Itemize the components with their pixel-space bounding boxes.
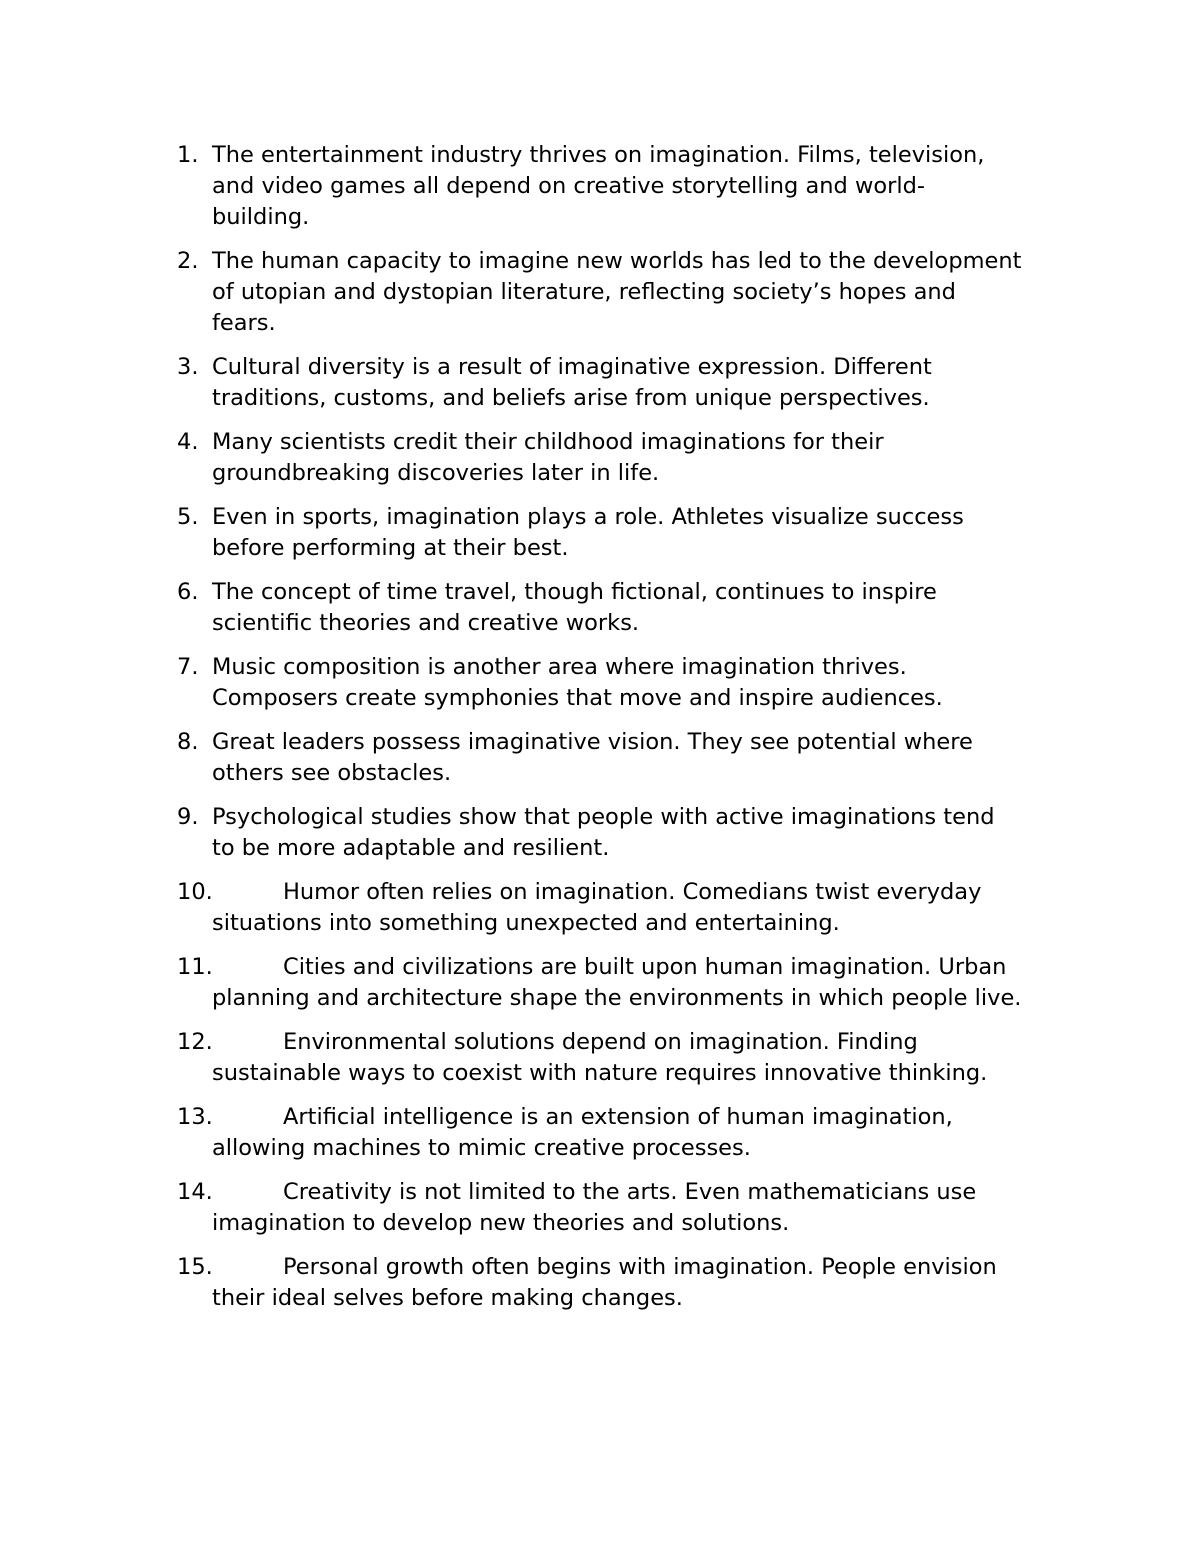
list-item	[0, 1177, 1200, 1239]
list-item-line: Even in sports, imagination plays a role. Athletes visualize success	[212, 504, 964, 530]
list-item-line: their ideal selves before making changes.	[212, 1285, 683, 1311]
list-item	[0, 140, 1200, 233]
list-item-number: 13.	[177, 1104, 213, 1130]
list-item-number: 10.	[177, 879, 213, 905]
list-item-line: traditions, customs, and beliefs arise from unique perspectives.	[212, 385, 930, 411]
list-item-number: 6.	[177, 579, 199, 605]
list-item	[0, 1102, 1200, 1164]
list-item-line: Artificial intelligence is an extension of human imagination,	[283, 1104, 953, 1130]
list-item	[0, 877, 1200, 939]
list-item	[0, 246, 1200, 339]
list-item	[0, 952, 1200, 1014]
list-item-number: 8.	[177, 729, 199, 755]
numbered-list	[0, 140, 1200, 1327]
list-item-number: 1.	[177, 142, 199, 168]
list-item-line: The concept of time travel, though fictional, continues to inspire	[212, 579, 937, 605]
list-item	[0, 1252, 1200, 1314]
list-item-line: and video games all depend on creative storytelling and world-	[212, 173, 926, 199]
list-item-line: Composers create symphonies that move and inspire audiences.	[212, 685, 943, 711]
list-item-line: The entertainment industry thrives on imagination. Films, television,	[212, 142, 985, 168]
list-item-line: imagination to develop new theories and solutions.	[212, 1210, 790, 1236]
list-item-first-line	[212, 877, 1072, 908]
list-item-first-line	[212, 1177, 1072, 1208]
list-item-line: Cities and civilizations are built upon human imagination. Urban	[283, 954, 1007, 980]
list-item	[0, 577, 1200, 639]
list-item-number: 14.	[177, 1179, 213, 1205]
list-item-line: Creativity is not limited to the arts. Even mathematicians use	[283, 1179, 977, 1205]
list-item-line: Environmental solutions depend on imagination. Finding	[283, 1029, 918, 1055]
list-item-first-line	[212, 952, 1072, 983]
list-item-first-line	[212, 1027, 1072, 1058]
list-item	[0, 502, 1200, 564]
list-item	[0, 652, 1200, 714]
list-item	[0, 352, 1200, 414]
list-item-line: planning and architecture shape the environments in which people live.	[212, 985, 1022, 1011]
list-item-line: Many scientists credit their childhood imaginations for their	[212, 429, 884, 455]
list-item-line: The human capacity to imagine new worlds has led to the development	[212, 248, 1022, 274]
list-item-number: 4.	[177, 429, 199, 455]
list-item-number: 7.	[177, 654, 199, 680]
list-item-line: others see obstacles.	[212, 760, 452, 786]
list-item-line: scientific theories and creative works.	[212, 610, 640, 636]
list-item-line: to be more adaptable and resilient.	[212, 835, 610, 861]
list-item-line: of utopian and dystopian literature, reflecting society’s hopes and	[212, 279, 956, 305]
list-item-number: 15.	[177, 1254, 213, 1280]
list-item-line: Great leaders possess imaginative vision. They see potential where	[212, 729, 973, 755]
list-item-number: 9.	[177, 804, 199, 830]
list-item-first-line	[212, 1102, 1072, 1133]
list-item-line: allowing machines to mimic creative processes.	[212, 1135, 751, 1161]
list-item	[0, 802, 1200, 864]
list-item-first-line	[212, 1252, 1072, 1283]
list-item-number: 2.	[177, 248, 199, 274]
list-item-line: Psychological studies show that people with active imaginations tend	[212, 804, 995, 830]
list-item-line: Music composition is another area where imagination thrives.	[212, 654, 907, 680]
list-item-line: building.	[212, 204, 310, 230]
list-item-number: 3.	[177, 354, 199, 380]
list-item-line: Cultural diversity is a result of imaginative expression. Different	[212, 354, 932, 380]
list-item-line: situations into something unexpected and entertaining.	[212, 910, 840, 936]
list-item-number: 12.	[177, 1029, 213, 1055]
list-item-line: Humor often relies on imagination. Comedians twist everyday	[283, 879, 982, 905]
list-item-number: 5.	[177, 504, 199, 530]
list-item-number: 11.	[177, 954, 213, 980]
list-item	[0, 427, 1200, 489]
list-item-line: sustainable ways to coexist with nature requires innovative thinking.	[212, 1060, 988, 1086]
list-item-line: groundbreaking discoveries later in life.	[212, 460, 660, 486]
list-item-line: fears.	[212, 310, 276, 336]
list-item-line: Personal growth often begins with imagination. People envision	[283, 1254, 997, 1280]
list-item	[0, 727, 1200, 789]
list-item-line: before performing at their best.	[212, 535, 569, 561]
list-item	[0, 1027, 1200, 1089]
